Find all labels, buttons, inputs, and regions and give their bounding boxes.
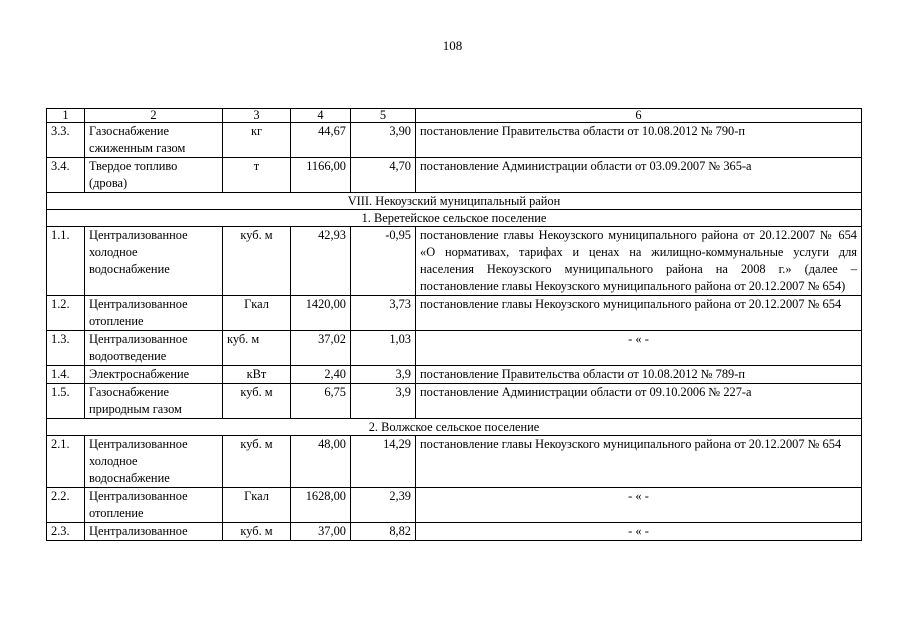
row-code: 1.5.: [47, 384, 85, 419]
table-row: [47, 488, 862, 523]
service-name: Централизованное отопление: [85, 488, 223, 523]
table-row: [47, 123, 862, 158]
row-code: 3.3.: [47, 123, 85, 158]
column-number: 3: [223, 109, 291, 123]
tariff-index: -0,95: [351, 227, 416, 296]
service-name: Централизованное отопление: [85, 296, 223, 331]
table-row: [47, 384, 862, 419]
column-number: 1: [47, 109, 85, 123]
legal-document: постановление главы Некоузского муниципального района от 20.12.2007 № 654: [416, 296, 862, 331]
tariff-index: 4,70: [351, 158, 416, 193]
unit: кг: [223, 123, 291, 158]
settlement-title: 2. Волжское сельское поселение: [47, 419, 862, 436]
tariff-index: 8,82: [351, 523, 416, 541]
unit: кВт: [223, 366, 291, 384]
unit: Гкал: [223, 296, 291, 331]
unit: куб. м: [223, 384, 291, 419]
row-code: 2.1.: [47, 436, 85, 488]
legal-document: постановление Администрации области от 03.09.2007 № 365-а: [416, 158, 862, 193]
unit: куб. м: [223, 227, 291, 296]
row-code: 2.3.: [47, 523, 85, 541]
unit: куб. м: [223, 331, 291, 366]
table-row: [47, 523, 862, 541]
legal-document: постановление Правительства области от 10.08.2012 № 789-п: [416, 366, 862, 384]
legal-document: постановление главы Некоузского муниципального района от 20.12.2007 № 654 «О нормативах, тарифах и ценах на жилищно-коммунальные услуги для населения Некоузского муниципального района на 2008 г.» (далее – постановление главы Некоузского муниципального района от 20.12.2007 № 654): [416, 227, 862, 296]
column-number: 2: [85, 109, 223, 123]
tariff-value: 42,93: [291, 227, 351, 296]
table-row: [47, 296, 862, 331]
service-name: Централизованное: [85, 523, 223, 541]
unit: куб. м: [223, 523, 291, 541]
tariff-value: 6,75: [291, 384, 351, 419]
service-name: Централизованное водоотведение: [85, 331, 223, 366]
tariff-index: 14,29: [351, 436, 416, 488]
row-code: 1.3.: [47, 331, 85, 366]
district-title: VIII. Некоузский муниципальный район: [47, 193, 862, 210]
service-name: Централизованное холодное водоснабжение: [85, 227, 223, 296]
table-row: [47, 331, 862, 366]
legal-document: постановление Правительства области от 10.08.2012 № 790-п: [416, 123, 862, 158]
tariff-value: 1166,00: [291, 158, 351, 193]
column-number: 6: [416, 109, 862, 123]
row-code: 1.4.: [47, 366, 85, 384]
tariff-index: 3,73: [351, 296, 416, 331]
service-name: Централизованное холодное водоснабжение: [85, 436, 223, 488]
tariff-value: 1420,00: [291, 296, 351, 331]
legal-document: постановление Администрации области от 09.10.2006 № 227-а: [416, 384, 862, 419]
service-name: Твердое топливо (дрова): [85, 158, 223, 193]
column-number-row: [47, 109, 862, 123]
row-code: 1.1.: [47, 227, 85, 296]
row-code: 1.2.: [47, 296, 85, 331]
ditto-mark: - « -: [416, 331, 862, 366]
unit: куб. м: [223, 436, 291, 488]
table-row: [47, 436, 862, 488]
ditto-mark: - « -: [416, 488, 862, 523]
tariff-value: 1628,00: [291, 488, 351, 523]
tariff-index: 1,03: [351, 331, 416, 366]
tariff-table: [46, 108, 862, 541]
column-number: 5: [351, 109, 416, 123]
service-name: Газоснабжение сжиженным газом: [85, 123, 223, 158]
tariff-value: 44,67: [291, 123, 351, 158]
settlement-heading-row: [47, 210, 862, 227]
tariff-index: 3,9: [351, 384, 416, 419]
service-name: Газоснабжение природным газом: [85, 384, 223, 419]
table-row: [47, 366, 862, 384]
tariff-value: 48,00: [291, 436, 351, 488]
column-number: 4: [291, 109, 351, 123]
district-heading-row: [47, 193, 862, 210]
ditto-mark: - « -: [416, 523, 862, 541]
settlement-heading-row: [47, 419, 862, 436]
row-code: 2.2.: [47, 488, 85, 523]
tariff-index: 3,90: [351, 123, 416, 158]
unit: т: [223, 158, 291, 193]
table-row: [47, 227, 862, 296]
legal-document: постановление главы Некоузского муниципального района от 20.12.2007 № 654: [416, 436, 862, 488]
tariff-index: 2,39: [351, 488, 416, 523]
table-row: [47, 158, 862, 193]
row-code: 3.4.: [47, 158, 85, 193]
settlement-title: 1. Веретейское сельское поселение: [47, 210, 862, 227]
tariff-index: 3,9: [351, 366, 416, 384]
unit: Гкал: [223, 488, 291, 523]
tariff-value: 2,40: [291, 366, 351, 384]
page-number: 108: [442, 38, 463, 53]
tariff-value: 37,02: [291, 331, 351, 366]
service-name: Электроснабжение: [85, 366, 223, 384]
tariff-value: 37,00: [291, 523, 351, 541]
